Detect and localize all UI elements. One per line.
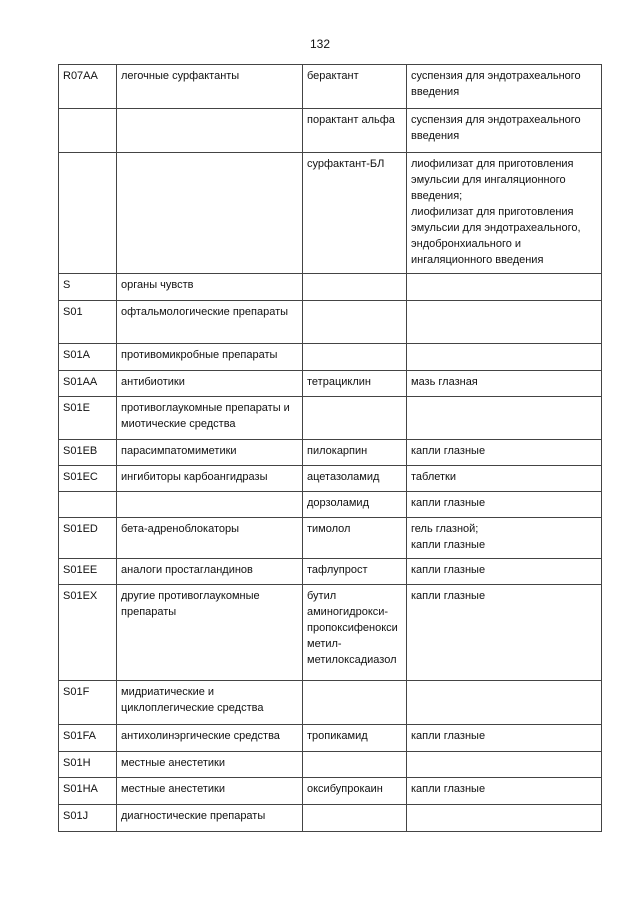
drug-name-cell: бутил аминогидрокси- пропоксифенокси метил- метилоксадиазол [303,585,407,681]
dosage-form-cell [407,805,602,832]
table-row [59,752,602,778]
atc-code-cell [59,492,117,518]
table-row [59,274,602,301]
atc-code-cell: S01EE [59,559,117,585]
drug-name-cell: порактант альфа [303,109,407,153]
group-name-cell: ингибиторы карбоангидразы [117,466,303,492]
table-row [59,371,602,397]
dosage-form-cell [407,301,602,344]
drug-name-cell: тафлупрост [303,559,407,585]
atc-code-cell: S01H [59,752,117,778]
atc-code-cell: S01A [59,344,117,371]
group-name-cell: местные анестетики [117,752,303,778]
atc-code-cell: S01EX [59,585,117,681]
table-row [59,585,602,681]
group-name-cell: другие противоглаукомные препараты [117,585,303,681]
dosage-form-cell: мазь глазная [407,371,602,397]
drug-name-cell [303,274,407,301]
group-name-cell: органы чувств [117,274,303,301]
drug-name-cell [303,752,407,778]
group-name-cell: местные анестетики [117,778,303,805]
table-row [59,153,602,274]
atc-code-cell: S01HA [59,778,117,805]
dosage-form-cell: лиофилизат для приготовления эмульсии для ингаляционного введения; лиофилизат для приготовления эмульсии для эндотрахеального, эндобронхиального и ингаляционного введения [407,153,602,274]
table-row [59,397,602,440]
table-row [59,559,602,585]
group-name-cell: парасимпатомиметики [117,440,303,466]
dosage-form-cell [407,397,602,440]
group-name-cell: офтальмологические препараты [117,301,303,344]
drug-name-cell: ацетазоламид [303,466,407,492]
drug-name-cell: сурфактант-БЛ [303,153,407,274]
table-row [59,440,602,466]
atc-code-cell: S01AA [59,371,117,397]
group-name-cell: бета-адреноблокаторы [117,518,303,559]
atc-code-cell: S [59,274,117,301]
table-row [59,65,602,109]
dosage-form-cell: капли глазные [407,778,602,805]
drug-name-cell [303,805,407,832]
group-name-cell: мидриатические и циклоплегические средства [117,681,303,725]
drug-name-cell: тетрациклин [303,371,407,397]
table-row [59,301,602,344]
group-name-cell [117,153,303,274]
dosage-form-cell: капли глазные [407,440,602,466]
atc-code-cell: S01E [59,397,117,440]
drug-name-cell: дорзоламид [303,492,407,518]
drug-name-cell: берактант [303,65,407,109]
table-row [59,518,602,559]
drug-name-cell: пилокарпин [303,440,407,466]
table-row [59,466,602,492]
atc-code-cell: S01ED [59,518,117,559]
dosage-form-cell: капли глазные [407,725,602,752]
group-name-cell: противомикробные препараты [117,344,303,371]
dosage-form-cell: капли глазные [407,492,602,518]
dosage-form-cell: гель глазной; капли глазные [407,518,602,559]
group-name-cell: легочные сурфактанты [117,65,303,109]
group-name-cell: антихолинэргические средства [117,725,303,752]
drug-table [58,64,602,832]
dosage-form-cell: капли глазные [407,585,602,681]
group-name-cell: противоглаукомные препараты и миотические средства [117,397,303,440]
table-row [59,725,602,752]
group-name-cell: диагностические препараты [117,805,303,832]
group-name-cell: антибиотики [117,371,303,397]
atc-code-cell [59,153,117,274]
table-row [59,109,602,153]
group-name-cell: аналоги простагландинов [117,559,303,585]
atc-code-cell: S01 [59,301,117,344]
group-name-cell [117,492,303,518]
table-row [59,805,602,832]
table-row [59,681,602,725]
atc-code-cell: S01J [59,805,117,832]
drug-name-cell [303,397,407,440]
drug-name-cell [303,301,407,344]
dosage-form-cell: капли глазные [407,559,602,585]
dosage-form-cell: таблетки [407,466,602,492]
atc-code-cell: S01F [59,681,117,725]
group-name-cell [117,109,303,153]
drug-name-cell [303,344,407,371]
table-row [59,778,602,805]
dosage-form-cell [407,752,602,778]
dosage-form-cell [407,344,602,371]
dosage-form-cell: суспензия для эндотрахеального введения [407,109,602,153]
dosage-form-cell [407,274,602,301]
drug-name-cell: тропикамид [303,725,407,752]
drug-name-cell: тимолол [303,518,407,559]
drug-name-cell: оксибупрокаин [303,778,407,805]
atc-code-cell: S01EB [59,440,117,466]
dosage-form-cell [407,681,602,725]
atc-code-cell: S01EC [59,466,117,492]
table-row [59,344,602,371]
page-number: 132 [309,37,331,51]
drug-name-cell [303,681,407,725]
atc-code-cell: R07AA [59,65,117,109]
table-row [59,492,602,518]
atc-code-cell [59,109,117,153]
dosage-form-cell: суспензия для эндотрахеального введения [407,65,602,109]
atc-code-cell: S01FA [59,725,117,752]
